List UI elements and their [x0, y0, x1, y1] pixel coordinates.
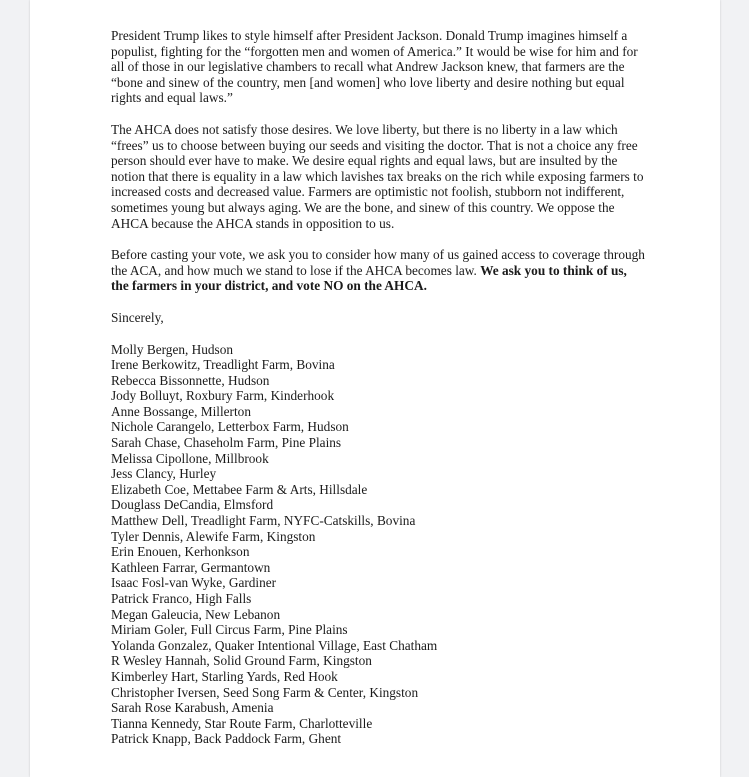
- signer-name: Christopher Iversen, Seed Song Farm & Center, Kingston: [111, 684, 419, 700]
- signer-name: Miriam Goler, Full Circus Farm, Pine Plains: [111, 622, 348, 638]
- paragraph-jackson: President Trump likes to style himself after President Jackson. Donald Trump imagines himself a populist, fighting for the “forgotten men and women of America.” It would be wise for him and for all of those in our legislative chambers to recall what Andrew Jackson knew, that farmers are the “bone and sinew of the country, men [and women] who love liberty and desire nothing but equal rights and equal laws.”: [111, 28, 638, 106]
- signer-name: Tianna Kennedy, Star Route Farm, Charlotteville: [111, 715, 373, 731]
- signer-name: Patrick Franco, High Falls: [111, 591, 252, 606]
- signer-name: Matthew Dell, Treadlight Farm, NYFC-Catskills, Bovina: [111, 513, 416, 529]
- signer-name: Anne Bossange, Millerton: [111, 403, 251, 419]
- signer-name: Irene Berkowitz, Treadlight Farm, Bovina: [111, 357, 335, 373]
- signer-name: Erin Enouen, Kerhonkson: [111, 544, 250, 560]
- signer-name: Douglass DeCandia, Elmsford: [111, 497, 274, 513]
- signer-list: [111, 342, 647, 747]
- document-page: [30, 0, 720, 777]
- vote-request-text: Before casting your vote, we ask you to consider how many of us gained access to coverage through the ACA, and how much we stand to lose if the AHCA becomes law.: [111, 247, 645, 278]
- vote-request-bold: We ask you to think of us, the farmers in your district, and vote NO on the AHCA.: [111, 262, 627, 294]
- signer-name: Patrick Knapp, Back Paddock Farm, Ghent: [111, 731, 342, 747]
- closing: Sincerely,: [111, 309, 164, 325]
- letter-body: [111, 28, 647, 747]
- signer-name: Megan Galeucia, New Lebanon: [111, 606, 281, 622]
- signer-name: Yolanda Gonzalez, Quaker Intentional Village, East Chatham: [111, 637, 438, 653]
- signer-name: Molly Bergen, Hudson: [111, 341, 234, 357]
- signer-name: R Wesley Hannah, Solid Ground Farm, Kingston: [111, 653, 372, 669]
- signer-name: Sarah Rose Karabush, Amenia: [111, 700, 274, 716]
- signer-name: Melissa Cipollone, Millbrook: [111, 450, 269, 466]
- signer-name: Kimberley Hart, Starling Yards, Red Hook: [111, 668, 338, 684]
- signer-name: Nichole Carangelo, Letterbox Farm, Hudson: [111, 419, 349, 435]
- paragraph-ahca: The AHCA does not satisfy those desires. We love liberty, but there is no liberty in a law which “frees” us to choose between buying our seeds and visiting the doctor. That is not a choice any free person should ever have to make. We desire equal rights and equal laws, but are insulted by the notion that there is equality in a law which lavishes tax breaks on the rich while exposing farmers to increased costs and decreased value. Farmers are optimistic not foolish, stubborn not indifferent, sometimes young but always aging. We are the bone, and sinew of this country. We oppose the AHCA because the AHCA stands in opposition to us.: [111, 121, 644, 231]
- signer-name: Sarah Chase, Chaseholm Farm, Pine Plains: [111, 435, 342, 451]
- signer-name: Kathleen Farrar, Germantown: [111, 559, 271, 575]
- signer-name: Jess Clancy, Hurley: [111, 466, 217, 482]
- signer-name: Elizabeth Coe, Mettabee Farm & Arts, Hillsdale: [111, 481, 368, 497]
- signer-name: Jody Bolluyt, Roxbury Farm, Kinderhook: [111, 388, 335, 404]
- paragraph-vote: [111, 247, 647, 294]
- signer-name: Tyler Dennis, Alewife Farm, Kingston: [111, 528, 316, 544]
- signer-name: Rebecca Bissonnette, Hudson: [111, 372, 270, 388]
- signer-name: Isaac Fosl-van Wyke, Gardiner: [111, 575, 277, 591]
